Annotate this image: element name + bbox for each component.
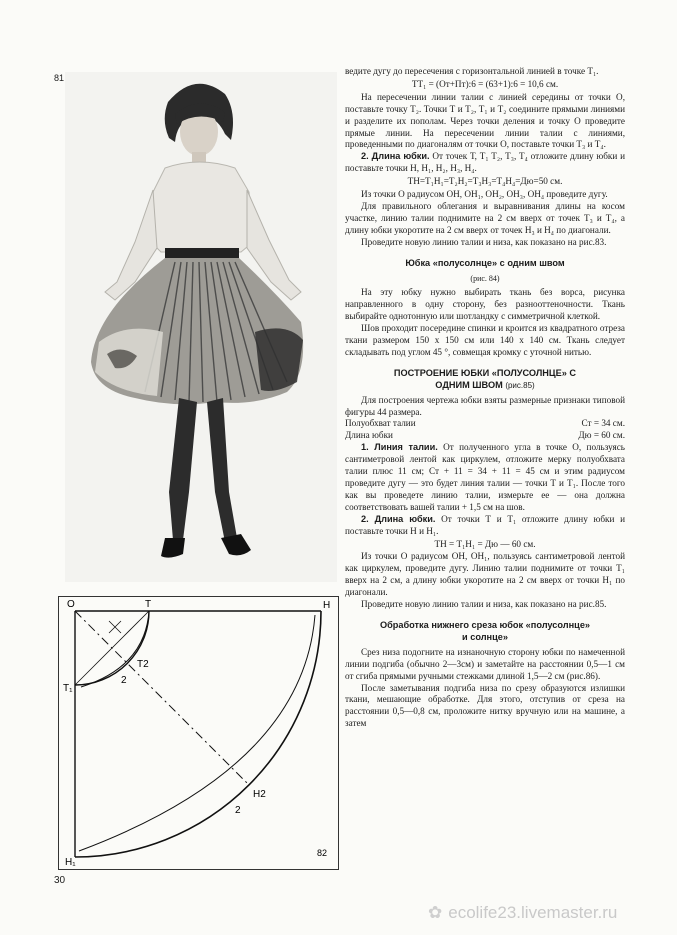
paragraph: После заметывания подгиба низа по срезу образуются излишки ткани, мешающие обработке. Для этого, отступив от среза на расстоянии 0,5—0,8 см, проложите нитку вручную или на машине, а затем (345, 682, 625, 729)
text-column (345, 66, 625, 730)
label-2-upper: 2 (121, 675, 127, 686)
figure-reference: (рис.85) (505, 380, 535, 390)
skirt-pattern-drawing (58, 596, 339, 870)
paragraph: Для правильного облегания и выравнивания длины на косом участке, линию талии поднимите на 2 см вверх от точек Т₃ и Т₄, а длину юбки укоротите на 2 см вверх от точек Н₃ и Н₄ по диагонали. (345, 200, 625, 235)
figure-reference: (рис. 84) (470, 273, 500, 283)
label-t2: T2 (137, 659, 149, 670)
label-h1: H₁ (65, 857, 76, 868)
step-title: 1. Линия талии. (361, 442, 438, 453)
watermark (428, 903, 617, 923)
step-title: 2. Длина юбки. (361, 151, 430, 162)
paragraph (345, 151, 625, 175)
paragraph: На пересечении линии талии с линией середины от точки О, поставьте точку Т₂. Точки Т и Т₂, Т₁ и Т₂ соедините прямыми линиями и разделите их пополам. Через точки деления и точку О проведите прямые линии. На пересечении линии талии с линиями, проведенными по диагоналям от точки О, поставьте точки Т₃ и Т₄. (345, 91, 625, 150)
formula: ТН=Т₁Н₁=Т₂Н₂=Т₃Н₃=Т₄Н₄=Дю=50 см. (407, 176, 563, 187)
flower-icon: ✿ (428, 903, 443, 922)
paragraph (345, 442, 625, 513)
paragraph: Проведите новую линию талии и низа, как показано на рис.85. (361, 599, 607, 610)
heading-line: и солнце» (462, 631, 508, 642)
label-h: H (323, 600, 331, 611)
section-heading (345, 368, 625, 392)
paragraph: Проведите новую линию талии и низа, как показано на рис.83. (361, 236, 607, 247)
paragraph: Для построения чертежа юбки взяты размерные признаки типовой фигуры 44 размера. (345, 394, 625, 417)
heading-line: ПОСТРОЕНИЕ ЮБКИ «ПОЛУСОЛНЦЕ» С (393, 367, 577, 378)
page-number-bottom: 30 (54, 875, 66, 886)
measurement-value: Ст = 34 см. (581, 418, 625, 429)
photo-woman-skirt (65, 72, 337, 582)
label-o: O (67, 599, 75, 610)
section-heading (345, 620, 625, 644)
paragraph: На эту юбку нужно выбирать ткань без ворса, рисунка направленного в одну сторону, без разнооттеночности. Ткань выбирайте однотонную или шотландку с симметричной клеткой. (345, 287, 625, 322)
paragraph: Из точки О радиусом ОН, ОН₁, ОН₂, ОН₃, ОН₄ проведите дугу. (361, 189, 608, 200)
label-t: T (145, 599, 152, 610)
paragraph: ведите дугу до пересечения с горизонтальной линией в точке Т₁. (345, 66, 599, 76)
step-text: От точки Т и Т₁ отложите длину юбки и поставьте точки Н и Н₁. (345, 513, 625, 536)
heading-line: Обработка нижнего среза юбок «полусолнце» (379, 619, 591, 630)
paragraph: Шов проходит посередине спинки и кроится из квадратного отреза ткани размером 150 х 150 см или 140 х 140 см. Ткань следует складывать под углом 45 °, совмещая кромку с уточной нитью. (345, 323, 625, 357)
formula: ТН = Т₁Н₁ = Дю — 60 см. (434, 538, 536, 549)
label-h2: H2 (253, 789, 266, 800)
measurement-label: Длина юбки (345, 430, 393, 441)
measurement-value: Дю = 60 см. (578, 430, 625, 441)
label-t1: T₁ (63, 683, 73, 694)
measurement-label: Полуобхват талии (345, 418, 416, 429)
measurement-row (345, 418, 625, 430)
measurement-row (345, 430, 625, 442)
step-text: От полученного угла в точке О, пользуясь сантиметровой лентой как циркулем, отложите мерку полуобхвата талии плюс 11 см; Ст + 11 = 34 + 11 = 45 см и этим радиусом проведите дугу — это будет линия талии — точки Т и Т₁. После того как вы проведете линию талии, измерьте ее — она должна соответствовать вашей талии + 1,5 см на шов. (345, 442, 625, 512)
watermark-text: ecolife23.livemaster.ru (448, 903, 618, 922)
step-text: От точек Т, Т₁ Т₂, Т₃, Т₄ отложите длину юбки и поставьте точки Н, Н₁, Н₂, Н₃, Н₄. (345, 151, 625, 174)
figure-number-82: 82 (317, 848, 328, 858)
paragraph: Срез низа подогните на изнаночную сторону юбки по намеченной линии подгиба (обычно 2—3см) и заметайте на расстоянии 0,5—1 см от сгиба прямыми ручными стежками длиной 1,5—2 см (рис.86). (345, 646, 625, 681)
formula: ТТ₁ = (От+Пт):6 = (63+1):6 = 10,6 см. (411, 78, 559, 89)
section-heading: Юбка «полусолнце» с одним швом (405, 257, 565, 268)
paragraph (345, 514, 625, 538)
paragraph: Из точки О радиусом ОН, ОН₁, пользуясь сантиметровой лентой как циркулем, проведите дугу. Линию талии поднимите от точки Т₁ вверх на 2 см, а длину юбки укоротите на 2 см вверх от точки Н₁ по диагонали. (345, 551, 625, 598)
label-2-lower: 2 (235, 805, 241, 816)
heading-line: ОДНИМ ШВОМ (435, 379, 503, 390)
page-number-top: 81 (54, 73, 65, 83)
step-title: 2. Длина юбки. (361, 513, 436, 524)
